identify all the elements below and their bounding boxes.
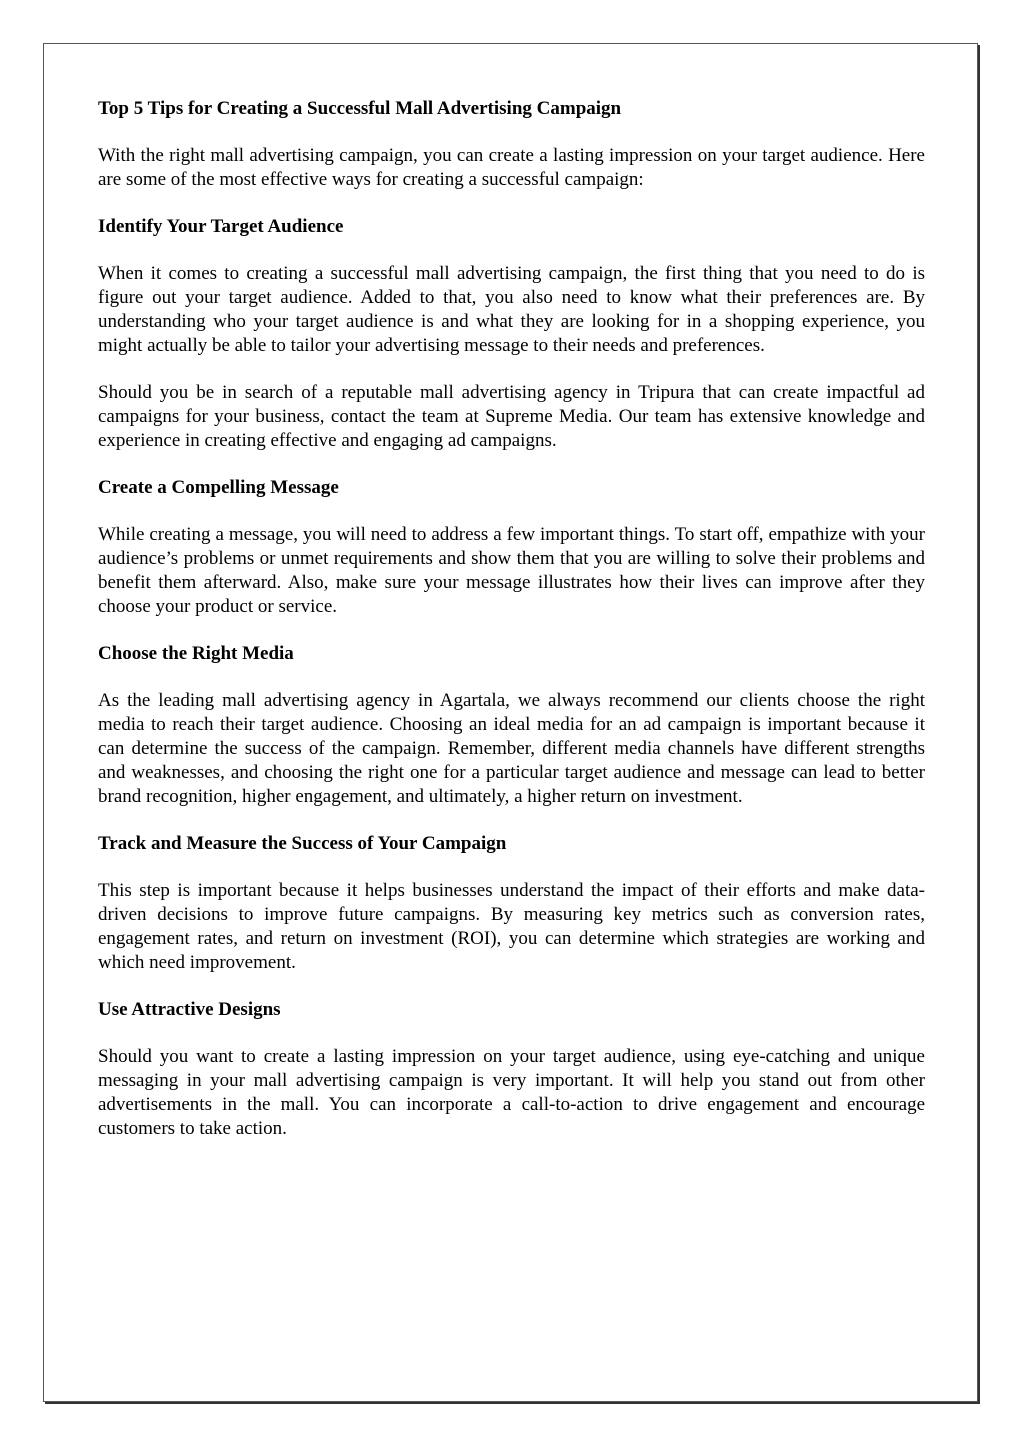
section-heading-right-media: Choose the Right Media — [98, 643, 294, 664]
section-heading-target-audience: Identify Your Target Audience — [98, 216, 344, 237]
section-heading-compelling-message: Create a Compelling Message — [98, 477, 339, 498]
document-content — [98, 97, 925, 1164]
intro-paragraph: With the right mall advertising campaign, you can create a lasting impression on your target audience. Here are some of the most effective ways for creating a successful campaign: — [98, 145, 925, 190]
section-paragraph: Should you want to create a lasting impression on your target audience, using eye-catching and unique messaging in your mall advertising campaign is very important. It will help you stand out from other advertisements in the mall. You can incorporate a call-to-action to drive engagement and encourage customers to take action. — [98, 1046, 925, 1139]
section-paragraph: As the leading mall advertising agency in Agartala, we always recommend our clients choose the right media to reach their target audience. Choosing an ideal media for an ad campaign is important because it can determine the success of the campaign. Remember, different media channels have different strengths and weaknesses, and choosing the right one for a particular target audience and message can lead to better brand recognition, higher engagement, and ultimately, a higher return on investment. — [98, 690, 925, 807]
section-paragraph: This step is important because it helps businesses understand the impact of their efforts and make data-driven decisions to improve future campaigns. By measuring key metrics such as conversion rates, engagement rates, and return on investment (ROI), you can determine which strategies are working and which need improvement. — [98, 880, 925, 973]
section-heading-attractive-designs: Use Attractive Designs — [98, 999, 281, 1020]
section-heading-track-measure: Track and Measure the Success of Your Campaign — [98, 833, 507, 854]
section-paragraph: Should you be in search of a reputable mall advertising agency in Tripura that can create impactful ad campaigns for your business, contact the team at Supreme Media. Our team has extensive knowledge and experience in creating effective and engaging ad campaigns. — [98, 382, 925, 451]
document-title: Top 5 Tips for Creating a Successful Mall Advertising Campaign — [98, 98, 622, 119]
section-paragraph: When it comes to creating a successful mall advertising campaign, the first thing that you need to do is figure out your target audience. Added to that, you also need to know what their preferences are. By understanding who your target audience is and what they are looking for in a shopping experience, you might actually be able to tailor your advertising message to their needs and preferences. — [98, 263, 925, 356]
document-page — [43, 43, 978, 1402]
section-paragraph: While creating a message, you will need to address a few important things. To start off, empathize with your audience’s problems or unmet requirements and show them that you are willing to solve their problems and benefit them afterward. Also, make sure your message illustrates how their lives can improve after they choose your product or service. — [98, 524, 925, 617]
